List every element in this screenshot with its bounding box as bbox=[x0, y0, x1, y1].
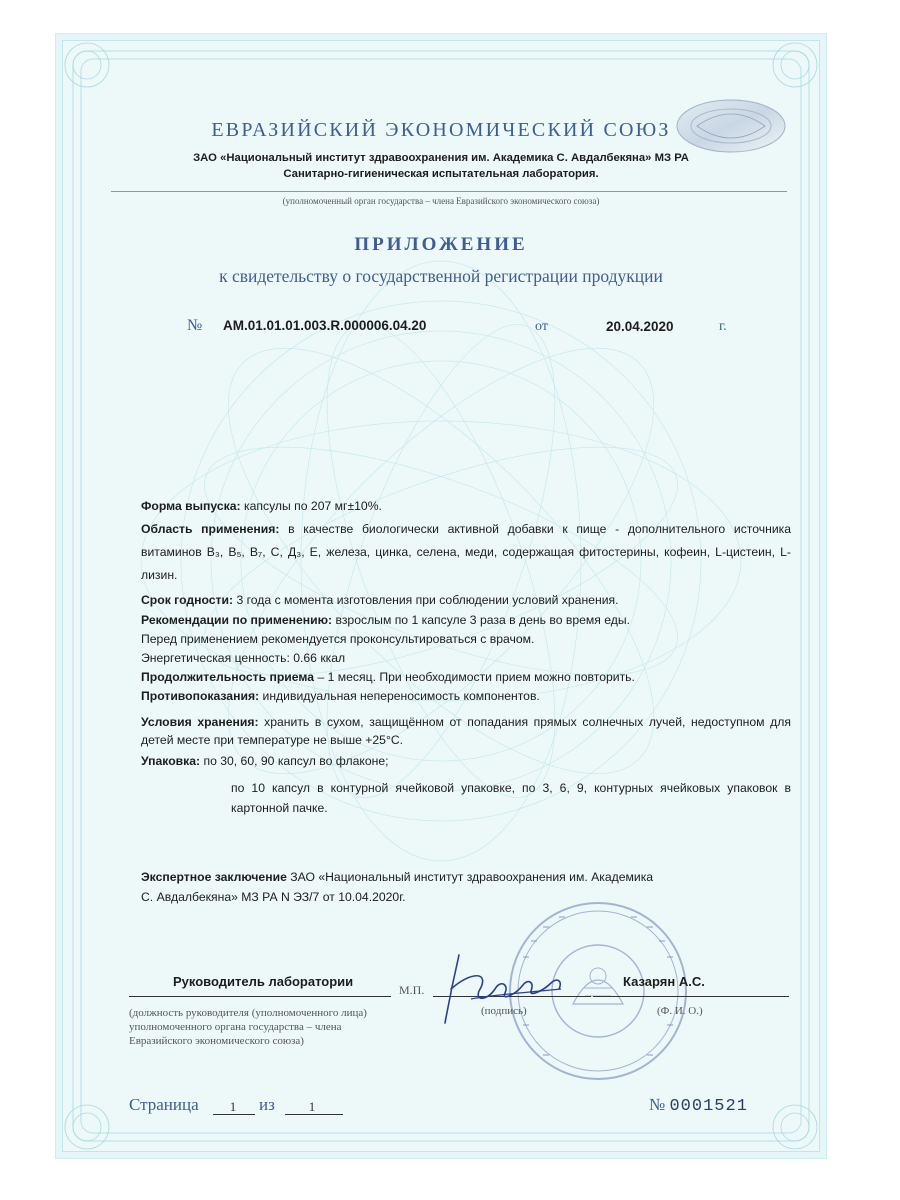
conclusion-label: Экспертное заключение bbox=[141, 870, 287, 884]
page-label: Страница bbox=[129, 1095, 199, 1114]
scope-label: Область применения: bbox=[141, 522, 280, 536]
scope-paragraph bbox=[141, 518, 791, 587]
name-caption: (Ф. И. О.) bbox=[657, 1005, 703, 1017]
storage-paragraph bbox=[141, 713, 791, 749]
page-current-line bbox=[213, 1114, 255, 1115]
stamp-place-label: М.П. bbox=[399, 983, 425, 997]
form-label: Форма выпуска: bbox=[141, 499, 241, 513]
package-line bbox=[141, 752, 791, 770]
year-suffix: г. bbox=[719, 319, 727, 334]
usage-value: взрослым по 1 капсуле 3 раза в день во время еды. bbox=[335, 613, 631, 627]
contra-label: Противопоказания: bbox=[141, 689, 260, 703]
date-from-label: от bbox=[535, 319, 548, 334]
certificate-appendix-sheet bbox=[62, 40, 820, 1152]
union-heading: ЕВРАЗИЙСКИЙ ЭКОНОМИЧЕСКИЙ СОЮЗ bbox=[211, 119, 671, 141]
certificate-number: AM.01.01.01.003.R.000006.04.20 bbox=[223, 318, 427, 333]
usage-label: Рекомендации по применению: bbox=[141, 613, 333, 627]
scope-value: в качестве биологически активной добавки к пище - дополнительного источника витаминов В₃, В₅, В₇, С, Д₃, Е, железа, цинка, селена, меди, содержащая фитостерины, кофеин, L-цистеин, L-лизин. bbox=[141, 522, 792, 582]
serial-number: 0001521 bbox=[669, 1097, 748, 1116]
position-caption: (должность руководителя (уполномоченного лица) уполномоченного органа государства – члена Евразийского экономического союза) bbox=[129, 1007, 367, 1047]
page-of-label: из bbox=[259, 1095, 275, 1114]
package-details: по 10 капсул в контурной ячейковой упаковке, по 3, 6, 9, контурных ячейковых упаковок в картонной пачке. bbox=[231, 781, 791, 815]
package-label: Упаковка: bbox=[141, 754, 201, 768]
page-subtitle: к свидетельству о государственной регистрации продукции bbox=[219, 266, 663, 286]
signer-name: Казарян А.С. bbox=[623, 974, 705, 989]
serial-sign: № bbox=[649, 1095, 666, 1114]
position-line bbox=[129, 996, 391, 997]
serial-block bbox=[649, 1095, 748, 1116]
number-sign: № bbox=[187, 317, 203, 334]
name-line bbox=[593, 996, 789, 997]
duration-value: – 1 месяц. При необходимости прием можно повторить. bbox=[317, 670, 635, 684]
header-divider bbox=[111, 191, 787, 192]
contra-value: индивидуальная непереносимость компонентов. bbox=[262, 689, 540, 703]
energy-value: Энергетическая ценность: 0.66 ккал bbox=[141, 651, 346, 665]
page-total: 1 bbox=[308, 1099, 316, 1114]
storage-label: Условия хранения: bbox=[141, 715, 259, 729]
page-title: ПРИЛОЖЕНИЕ bbox=[354, 234, 528, 255]
page-current: 1 bbox=[229, 1099, 237, 1114]
form-value: капсулы по 207 мг±10%. bbox=[244, 499, 382, 513]
contra-line bbox=[141, 687, 791, 705]
form-line bbox=[141, 497, 791, 515]
usage-line bbox=[141, 611, 791, 629]
page-total-line bbox=[285, 1114, 343, 1115]
certificate-date: 20.04.2020 bbox=[606, 319, 674, 334]
shelf-label: Срок годности: bbox=[141, 593, 234, 607]
signature-caption: (подпись) bbox=[481, 1005, 527, 1017]
duration-label: Продолжительность приема bbox=[141, 670, 315, 684]
usage-note: Перед применением рекомендуется проконсультироваться с врачом. bbox=[141, 632, 535, 646]
institute-name: ЗАО «Национальный институт здравоохранения им. Академика С. Авдалбекяна» МЗ РА bbox=[193, 152, 689, 164]
duration-line bbox=[141, 668, 791, 686]
conclusion-line1 bbox=[141, 868, 791, 886]
signer-position: Руководитель лаборатории bbox=[173, 974, 354, 989]
shelf-line bbox=[141, 591, 791, 609]
shelf-value: 3 года с момента изготовления при соблюдении условий хранения. bbox=[236, 593, 619, 607]
conclusion-text-2: С. Авдалбекяна» МЗ РА N ЭЗ/7 от 10.04.2020г. bbox=[141, 890, 406, 904]
conclusion-text-1: ЗАО «Национальный институт здравоохранения им. Академика bbox=[290, 870, 654, 884]
storage-value: хранить в сухом, защищённом от попадания прямых солнечных лучей, недоступном для детей месте при температуре не выше +25°С. bbox=[141, 715, 792, 747]
package-value: по 30, 60, 90 капсул во флаконе; bbox=[203, 754, 389, 768]
authority-caption: (уполномоченный орган государства – члена Евразийского экономического союза) bbox=[282, 196, 600, 206]
laboratory-name: Санитарно-гигиеническая испытательная лаборатория. bbox=[283, 168, 599, 180]
